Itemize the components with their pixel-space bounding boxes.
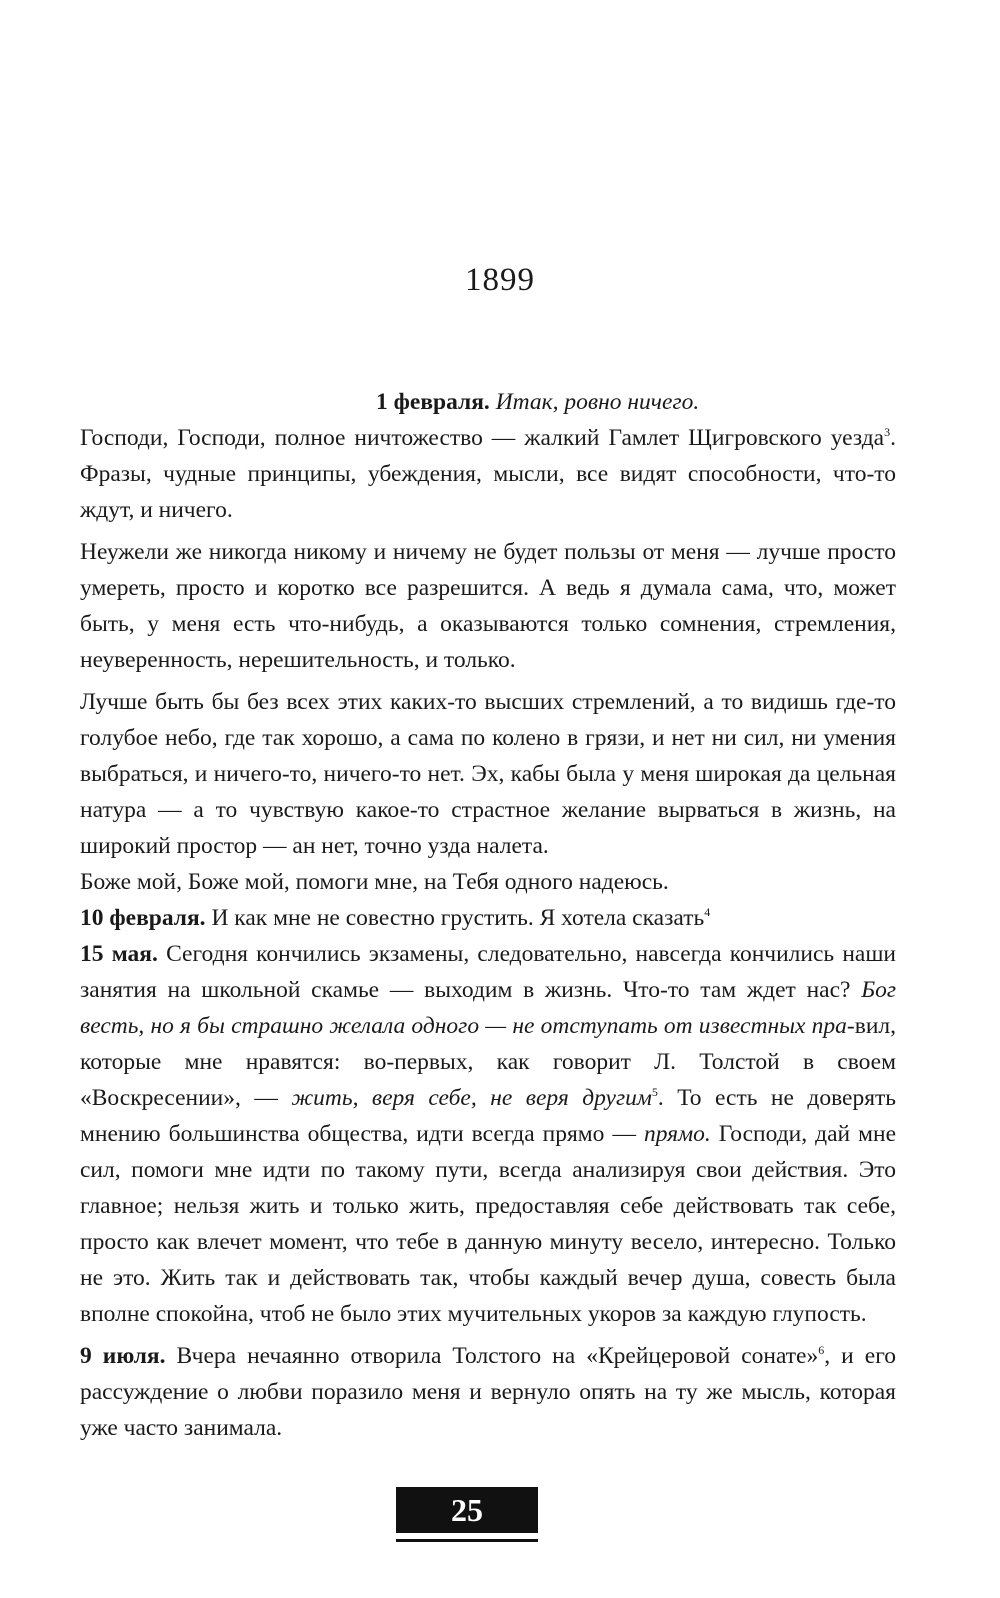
entry-intro: Итак, ровно ничего. xyxy=(495,389,700,415)
entry-date: 1 февраля. xyxy=(376,389,490,415)
footnote-ref: 6 xyxy=(818,1343,825,1358)
entry-feb10: 10 февраля. И как мне не совестно грустить. Я хотела сказать$^4$ xyxy=(80,905,711,931)
footnote-ref: 4 xyxy=(704,905,711,920)
year-heading: 1899 xyxy=(465,262,535,298)
entry-feb1-heading xyxy=(80,384,896,420)
entry-date: 9 июля. xyxy=(80,1343,166,1369)
paragraph: Лучше быть бы без всех этих каких-то высших стремлений, а то видишь где-то голубое небо, где так хорошо, а сама по колено в грязи, и нет ни сил, ни умения выбраться, и ничего-то, ничего-то нет. Эх, кабы была у меня широкая да цельная натура — а то чувствую какое-то страстное желание вырваться в жизнь, на широкий простор — ан нет, точно узда налета. xyxy=(80,689,896,859)
page-number-block xyxy=(396,1487,538,1542)
paragraph: Неужели же никогда никому и ничему не будет пользы от меня — лучше просто умереть, просто и коротко все разрешится. А ведь я думала сама, что, может быть, у меня есть что-нибудь, а оказываются только сомнения, стремления, неуверенность, нерешительность, и только. xyxy=(80,539,896,673)
page-number: 25 xyxy=(396,1487,538,1533)
diary-text xyxy=(80,384,896,1446)
footnote-ref: 3 xyxy=(884,425,891,440)
entry-date: 15 мая. xyxy=(80,941,158,967)
footnote-ref: 5 xyxy=(651,1085,658,1100)
entry-may15: 15 мая. Сегодня кончились экзамены, следовательно, навсегда кончились наши занятия на школьной скамье — выходим в жизнь. Что-то там ждет нас? Бог весть, но я бы страшно желала одного — не отступать от известных пра-вил, которые мне нравятся: во-первых, как говорит Л. Толстой в своем «Воскресении», — жить, веря себе, не веря другим$^5$. То есть не доверять мнению большинства общества, идти всегда прямо — прямо. Господи, дай мне сил, помоги мне идти по такому пути, всегда анализируя свои действия. Это главное; нельзя жить и только жить, предоставляя себе действовать так себе, просто как влечет момент, что тебе в данную минуту весело, интересно. Только не это. Жить так и действовать так, чтобы каждый вечер душа, совесть была вполне спокойна, чтоб не было этих мучительных укоров за каждую глупость. xyxy=(80,941,897,1327)
page-number-rule xyxy=(396,1539,538,1542)
entry-date: 10 февраля. xyxy=(80,905,206,931)
entry-jul9: 9 июля. Вчера нечаянно отворила Толстого на «Крейцеровой сонате»$^6$, и его рассуждение о любви поразило меня и вернуло опять на ту же мысль, которая уже часто занимала. xyxy=(80,1343,897,1441)
paragraph: Боже мой, Боже мой, помоги мне, на Тебя одного надеюсь. xyxy=(80,869,669,895)
paragraph: Господи, Господи, полное ничтожество — жалкий Гамлет Щигровского уезда$^3$. Фразы, чудные принципы, убеждения, мысли, все видят способности, что-то ждут, и ничего. xyxy=(80,425,896,523)
